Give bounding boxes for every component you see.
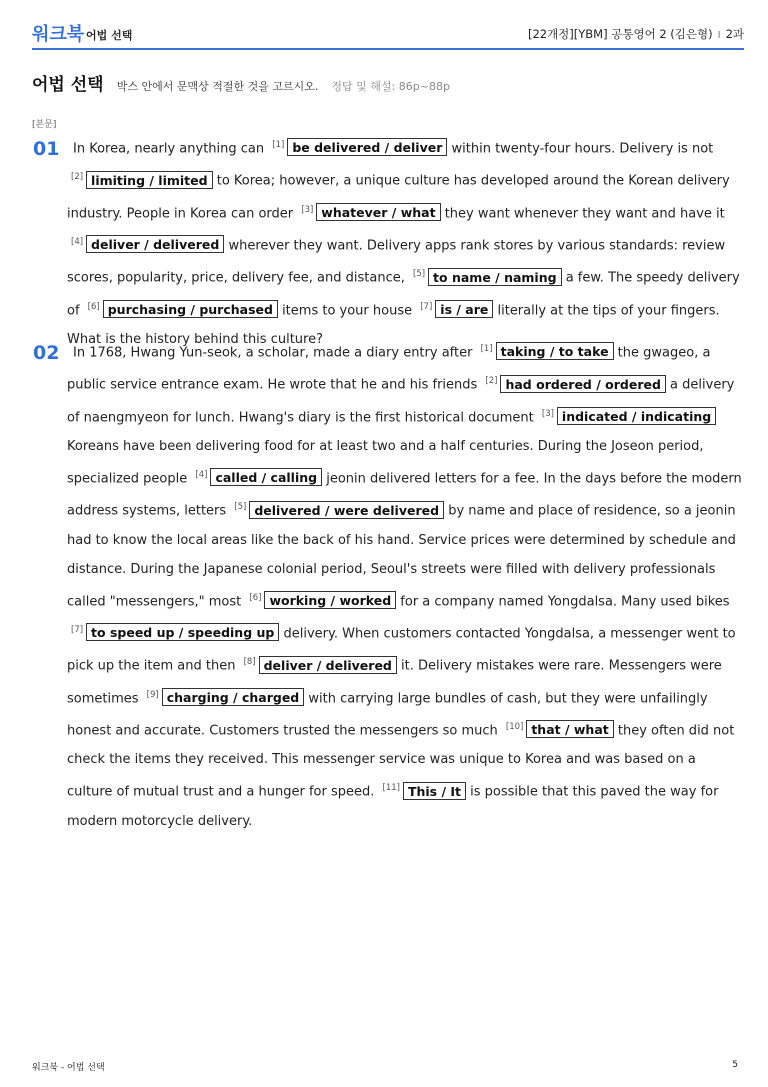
passage-text: they often did not check the items they received. This messenger service was unique to Korea and was based on a culture of mutual trust and a hunger for speed. [67, 723, 735, 800]
answer-choice-box[interactable]: charging / charged [162, 688, 305, 706]
passage-text: delivery. When customers contacted Yongdalsa, a messenger went to pick up the item and then [67, 626, 736, 674]
header-section: 어법 선택 [86, 29, 133, 42]
question-marker: [3] [541, 408, 554, 419]
header-course-info [528, 26, 744, 42]
question-item [230, 504, 444, 519]
question-item [268, 141, 447, 156]
passage-01 [67, 131, 743, 354]
question-marker: [4] [195, 469, 208, 480]
question-marker: [6] [87, 301, 100, 312]
passage-text: In 1768, Hwang Yun-seok, a scholar, made a diary entry after [73, 345, 477, 361]
answer-choice-box[interactable]: deliver / delivered [86, 235, 224, 253]
passage-text: to Korea; however, a unique culture has developed around the Korean delivery industry. People in Korea can order [67, 173, 730, 221]
question-item [84, 303, 278, 318]
passage-text: jeonin delivered letters for a fee. In the days before the modern address systems, letters [67, 471, 742, 519]
question-marker: [7] [420, 301, 433, 312]
question-marker: [6] [249, 592, 262, 603]
question-item [538, 410, 716, 425]
question-item [67, 238, 224, 253]
question-item [477, 345, 614, 360]
answer-choice-box[interactable]: that / what [526, 720, 613, 738]
question-marker: [4] [71, 236, 84, 247]
answer-choice-box[interactable]: called / calling [210, 468, 322, 486]
answer-reference: 정답 및 해설: 86p~88p [331, 80, 450, 93]
question-marker: [10] [505, 721, 524, 732]
question-item [67, 174, 213, 189]
question-marker: [3] [301, 204, 314, 215]
question-item [297, 206, 440, 221]
passage-text: a delivery of naengmyeon for lunch. Hwang's diary is the first historical document [67, 377, 735, 425]
answer-choice-box[interactable]: deliver / delivered [259, 656, 397, 674]
passage-text: In Korea, nearly anything can [73, 141, 269, 157]
passage-text: by name and place of residence, so a jeonin had to know the local areas like the back of his hand. Service prices were determined by schedule and distance. During the Japanese colonial period, Seoul's streets were filled with delivery professionals called "messengers," most [67, 503, 736, 609]
answer-choice-box[interactable]: working / worked [264, 591, 396, 609]
passage-number-02: 02 [33, 342, 60, 364]
passage-02-text [67, 335, 743, 836]
answer-choice-box[interactable]: had ordered / ordered [500, 375, 665, 393]
passage-text: with carrying large bundles of cash, but they were unfailingly honest and accurate. Customers trusted the messengers so much [67, 690, 708, 739]
question-item [143, 691, 305, 706]
question-item [67, 626, 279, 641]
answer-choice-box[interactable]: be delivered / deliver [287, 138, 447, 156]
passage-text: the gwageo, a public service entrance exam. He wrote that he and his friends [67, 345, 711, 393]
question-marker: [2] [71, 172, 84, 183]
answer-choice-box[interactable]: to name / naming [428, 268, 562, 286]
question-marker: [8] [243, 657, 256, 668]
question-item [379, 785, 467, 800]
passage-text: literally at the tips of your fingers. What is the history behind this culture? [67, 302, 720, 347]
question-item [416, 303, 493, 318]
lesson-number: 2과 [725, 27, 744, 41]
passage-text: a few. The speedy delivery of [67, 270, 740, 318]
answer-choice-box[interactable]: purchasing / purchased [103, 300, 278, 318]
page-header [32, 20, 744, 50]
answer-choice-box[interactable]: taking / to take [496, 342, 614, 360]
passage-text: is possible that this paved the way for modern motorcycle delivery. [67, 784, 719, 829]
question-marker: [1] [272, 140, 285, 150]
passage-02 [67, 335, 743, 836]
answer-choice-box[interactable]: whatever / what [316, 203, 440, 221]
course-name: [22개정][YBM] 공통영어 2 (김은형) [527, 27, 713, 41]
question-item [409, 271, 562, 286]
answer-choice-box[interactable]: indicated / indicating [557, 407, 716, 425]
page-number: 5 [732, 1060, 738, 1070]
answer-choice-box[interactable]: delivered / were delivered [249, 501, 444, 519]
header-separator: I [717, 30, 721, 41]
question-marker: [11] [382, 783, 400, 794]
answer-choice-box[interactable]: limiting / limited [86, 171, 213, 189]
section-title [32, 70, 450, 95]
question-item [481, 378, 666, 393]
page-title: 어법 선택 [32, 75, 104, 95]
question-marker: [7] [71, 624, 84, 635]
footer-label: 워크북 - 어법 선택 [32, 1063, 105, 1073]
passage-text: wherever they want. Delivery apps rank stores by various standards: review scores, popularity, price, delivery fee, and distance, [67, 238, 726, 286]
passage-text: for a company named Yongdalsa. Many used bikes [396, 593, 730, 609]
passage-text: it. Delivery mistakes were rare. Messengers were sometimes [67, 658, 722, 706]
question-marker: [1] [480, 344, 493, 354]
answer-choice-box[interactable]: This / It [403, 782, 466, 800]
passage-text: within twenty-four hours. Delivery is not [447, 141, 714, 157]
question-marker: [5] [413, 269, 426, 280]
passage-tag: [본문] [32, 120, 57, 130]
question-item [502, 723, 614, 738]
passage-text: they want whenever they want and have it [440, 205, 725, 221]
question-item [191, 471, 322, 486]
passage-text: items to your house [277, 302, 417, 318]
instruction-text: 박스 안에서 문맥상 적절한 것을 고르시오. [116, 80, 319, 93]
passage-text: Koreans have been delivering food for at least two and a half centuries. During the Joseon period, specialized people [67, 438, 704, 487]
question-item [245, 594, 396, 609]
passage-number-01: 01 [33, 138, 60, 160]
question-marker: [2] [485, 376, 498, 387]
answer-choice-box[interactable]: is / are [435, 300, 493, 318]
brand-title: 워크북 [32, 24, 85, 45]
question-marker: [5] [234, 502, 247, 513]
passage-01-text [67, 131, 743, 354]
question-item [240, 659, 397, 674]
answer-choice-box[interactable]: to speed up / speeding up [86, 623, 279, 641]
question-marker: [9] [146, 689, 159, 700]
